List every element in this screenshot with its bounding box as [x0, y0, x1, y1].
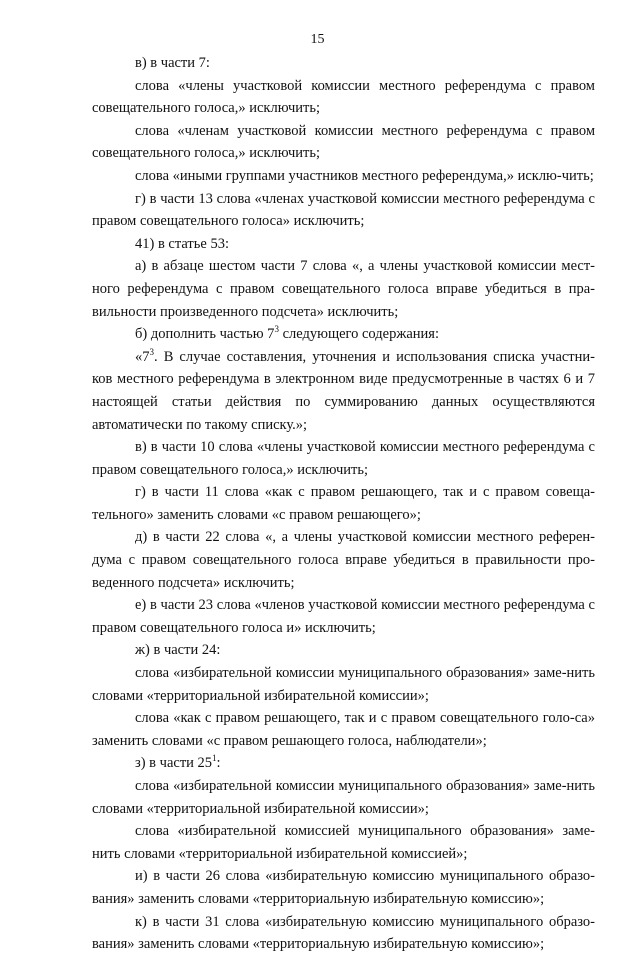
paragraph	[92, 165, 595, 188]
paragraph-text: б) дополнить частью 7	[135, 326, 275, 343]
paragraph-text: и) в части 26 слова «избирательную комиссию муниципального образо-вания» заменить словами «территориальную избирательную комиссию»;	[92, 868, 595, 907]
paragraph-text: а) в абзаце шестом части 7 слова «, а члены участковой комиссии мест-ного референдума с правом совещательного голоса вправе убедиться в пра-вильности произведенного подсчета» исключить;	[92, 258, 595, 320]
paragraph-text: 41) в статье 53:	[135, 235, 229, 252]
paragraph-text: г) в части 13 слова «членах участковой комиссии местного референдума с правом совещательного голоса» исключить;	[92, 190, 595, 230]
paragraph-text: «7	[135, 348, 150, 365]
paragraph-text: к) в части 31 слова «избирательную комиссию муниципального образо-вания» заменить словами «территориальную избирательную комиссию»;	[92, 913, 595, 953]
paragraph	[92, 594, 595, 639]
paragraph	[92, 323, 595, 346]
paragraph-text: з) в части 25	[135, 755, 213, 772]
superscript: 3	[149, 346, 154, 357]
paragraph	[92, 52, 595, 75]
superscript: 1	[212, 753, 217, 764]
paragraph-text: слова «избирательной комиссии муниципального образования» заме-нить словами «территориальной избирательной комиссии»;	[92, 665, 595, 704]
paragraph	[92, 120, 595, 165]
paragraph	[92, 75, 595, 120]
paragraph	[92, 255, 595, 323]
paragraph	[92, 188, 595, 233]
paragraph	[92, 436, 595, 481]
paragraph	[92, 233, 595, 256]
paragraph-text: слова «избирательной комиссии муниципального образования» заме-нить словами «территориальной избирательной комиссии»;	[92, 778, 595, 817]
paragraph-text: д) в части 22 слова «, а члены участковой комиссии местного референ-дума с правом совещательного голоса вправе убедиться в правильности про-веденного подсчета» исключить;	[92, 529, 595, 591]
paragraph-text: слова «как с правом решающего, так и с правом совещательного голо-са» заменить словами «с правом решающего голоса, наблюдатели»;	[92, 710, 595, 749]
paragraph-text: г) в части 11 слова «как с правом решающего, так и с правом совеща-тельного» заменить словами «с правом решающего»;	[92, 484, 595, 523]
page-number: 15	[310, 32, 325, 47]
paragraph	[92, 639, 595, 662]
paragraph	[92, 526, 595, 594]
paragraph	[92, 707, 595, 752]
paragraph-text: е) в части 23 слова «членов участковой комиссии местного референдума с правом совещательного голоса и» исключить;	[92, 597, 595, 636]
paragraph	[92, 662, 595, 707]
paragraph-text: в) в части 7:	[135, 55, 210, 71]
paragraph	[92, 346, 595, 436]
paragraph	[92, 820, 595, 865]
paragraph-text: слова «иными группами участников местного референдума,» исклю-чить;	[135, 167, 594, 184]
paragraph	[92, 911, 595, 956]
paragraph	[92, 752, 595, 775]
paragraph-text-after: . В случае составления, уточнения и использования списка участни-ков местного референдума в электронном виде предусмотренные в частях 6 и 7 настоящей статьи действия по суммированию данных осуществляются автоматически по такому списку.»;	[92, 348, 595, 433]
paragraph	[92, 481, 595, 526]
paragraph-text-after: :	[216, 755, 221, 772]
paragraph-text: в) в части 10 слова «члены участковой комиссии местного референдума с правом совещательного голоса,» исключить;	[92, 439, 595, 478]
paragraph-text: ж) в части 24:	[135, 642, 221, 659]
paragraph	[92, 865, 595, 910]
paragraph	[92, 775, 595, 820]
document-body	[92, 52, 595, 956]
paragraph-text-after: следующего содержания:	[278, 326, 440, 343]
paragraph-text: слова «члены участковой комиссии местного референдума с правом совещательного голоса,» исключить;	[92, 77, 595, 117]
paragraph-text: слова «членам участковой комиссии местного референдума с правом совещательного голоса,» исключить;	[92, 122, 595, 162]
paragraph-text: слова «избирательной комиссией муниципального образования» заме-нить словами «территориальной избирательной комиссией»;	[92, 823, 595, 862]
superscript: 3	[274, 324, 279, 335]
